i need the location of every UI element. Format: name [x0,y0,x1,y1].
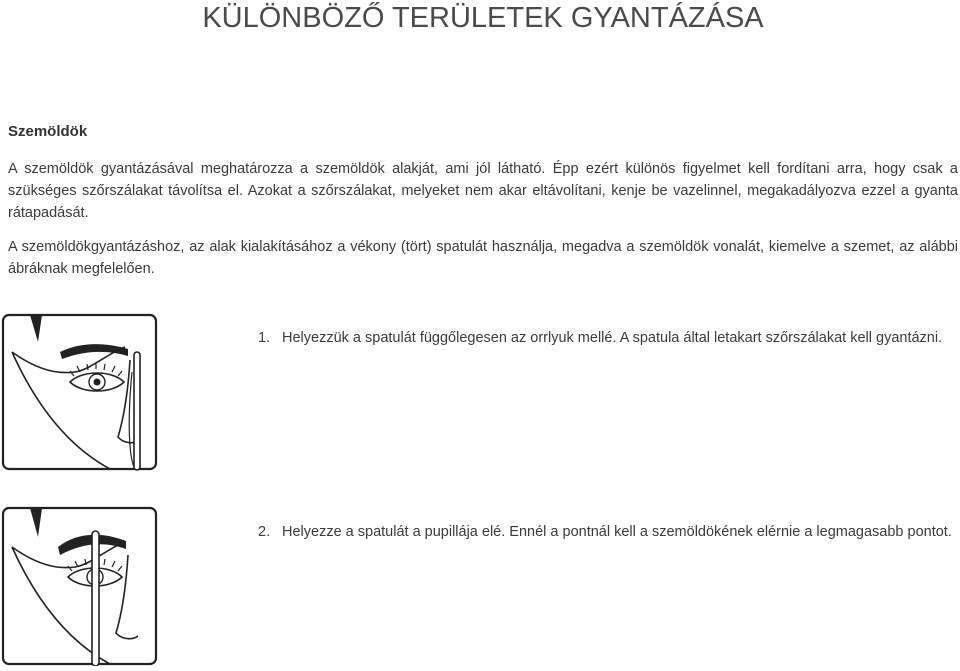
face-line-drawing-2 [0,505,160,666]
illustration-spatula-over-pupil [0,505,160,666]
step-1 [258,327,958,349]
face-line-drawing-1 [0,312,160,472]
step-1-number: 1. [258,330,271,346]
step-2-number: 2. [258,524,271,540]
section-heading: Szemöldök [8,123,88,140]
technique-paragraph: A szemöldökgyantázáshoz, az alak kialakításához a vékony (tört) spatulát használja, megadva a szemöldök vonalát, kiemelve a szemet, az alábbi ábráknak megfelelően. [8,239,958,277]
page-title: KÜLÖNBÖZŐ TERÜLETEK GYANTÁZÁSA [202,2,764,34]
step-2 [258,521,958,543]
step-2-text: Helyezze a spatulát a pupillája elé. Ennél a pontnál kell a szemöldökének elérnie a legmagasabb pontot. [282,524,952,540]
intro-paragraph: A szemöldök gyantázásával meghatározza a szemöldök alakját, ami jól látható. Épp ezért különös figyelmet kell fordítani arra, hogy csak a szükséges szőrszálakat távolítsa el. Azokat a szőrszálakat, melyeket nem akar eltávolítani, kenje be vazelinnel, megakadályozva ezzel a gyanta rátapadását. [8,161,958,221]
step-1-text: Helyezzük a spatulát függőlegesen az orrlyuk mellé. A spatula által letakart szőrszálakat kell gyantázni. [282,330,943,346]
illustration-spatula-beside-nose [0,312,160,472]
